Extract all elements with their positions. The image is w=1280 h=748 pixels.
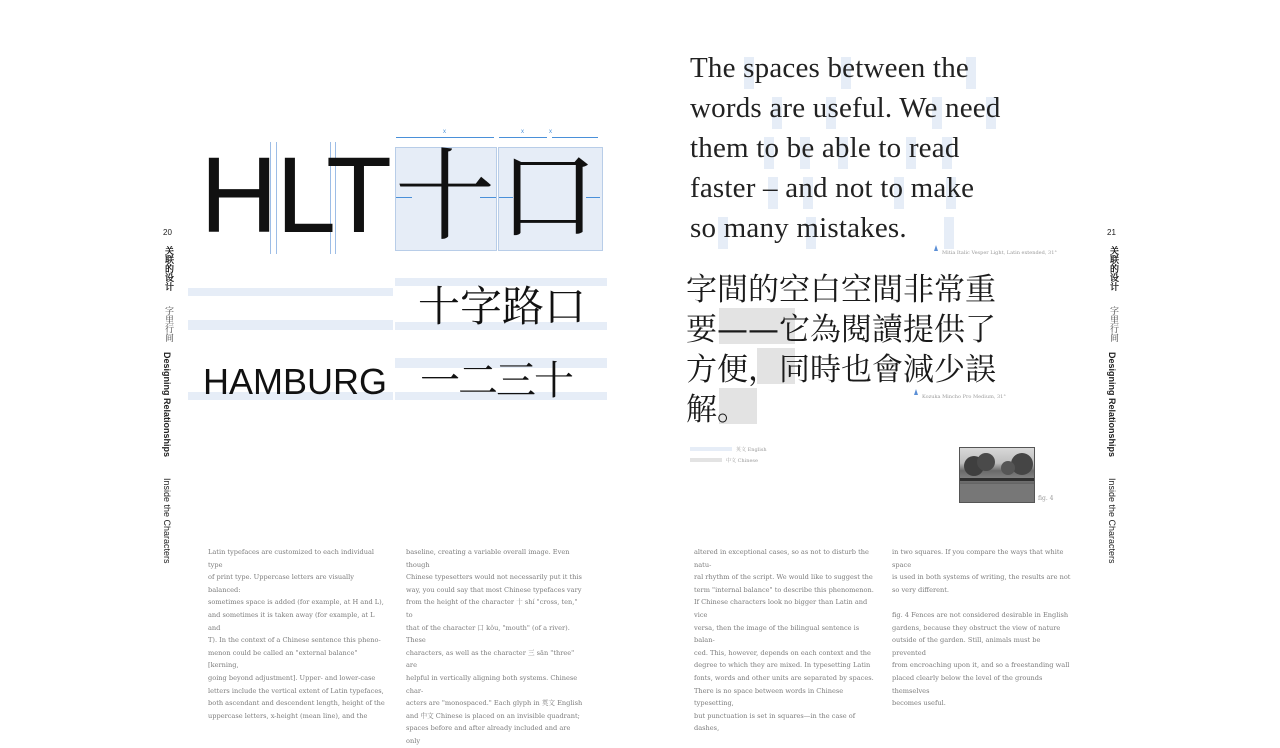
- band-latin-2: [188, 320, 393, 330]
- big-latin-letters: HLT: [200, 134, 391, 255]
- legend-swatch-english: [690, 447, 732, 451]
- dimension-label-1: x: [443, 129, 446, 135]
- dimension-label-3: x: [549, 129, 552, 135]
- body-column-3: altered in exceptional cases, so as not to disturb the natu- ral rhythm of the script. We would like to suggest the term "internal balance" to describe this phenomenon. If Chinese characters look no bigger than Latin and vice versa, then the image of the bilingual sentence is balan- ced. This, however, depends on each context and the degree to which they are mixed. In typesetting Latin fonts, words and other units are separated by spaces. There is no space between words in Chinese typesetting, but punctuation is set in squares—in the case of dashes,: [694, 548, 874, 733]
- body-column-2: baseline, creating a variable overall image. Even though Chinese typesetters would not necessarily put it this way, you could say that most Chinese typefaces vary from the height of the character 十 shí "cross, ten," to that of the character 口 kǒu, "mouth" (of a river). These characters, as well as the character 三 sān "three" are helpful in vertically aligning both systems. Chinese char- acters are "monospaced." Each glyph in 英文 English and 中文 Chinese is placed on an invisible quadrant; spaces before and after already included and are only: [406, 548, 583, 745]
- garden-photo: [959, 447, 1035, 503]
- chinese-paragraph-line-2: 要——它為閱讀提供了: [686, 312, 996, 348]
- quote-line-3: them to be able to read: [690, 132, 960, 164]
- legend-label-english: 英文 English: [736, 447, 767, 453]
- hamburg-word: HAMBURG: [203, 361, 388, 402]
- chinese-paragraph-line-4: 解。: [686, 392, 748, 428]
- page-number-left: 20: [163, 228, 172, 237]
- quote-line-1: The spaces between the: [690, 52, 969, 84]
- chinese-font-caption: Kozuka Mincho Pro Medium, 31°: [922, 394, 1006, 400]
- side-title-bold-right: Designing Relationships: [1107, 352, 1117, 458]
- legend-label-chinese: 中文 Chinese: [726, 458, 758, 464]
- quote-line-5: so many mistakes.: [690, 212, 907, 244]
- side-chinese-light-right: 字里行间: [1108, 306, 1118, 342]
- side-title-bold-left: Designing Relationships: [162, 352, 172, 458]
- quote-font-caption: Mitia Italic Vesper Light, Latin extended, 31°: [942, 250, 1057, 256]
- big-chinese-characters: 十口: [395, 138, 601, 255]
- side-title-light-right: Inside the Characters: [1107, 478, 1117, 564]
- caption-marker-chinese: [914, 389, 918, 395]
- word-gap: [944, 217, 954, 249]
- side-title-light-left: Inside the Characters: [162, 478, 172, 564]
- chinese-crossroads: 十字路口: [418, 282, 587, 331]
- page-number-right: 21: [1107, 228, 1116, 237]
- side-chinese-bold-left: 关联的设计: [163, 246, 173, 291]
- figure-caption: fig. 4: [1038, 495, 1054, 502]
- quote-line-2: words are useful. We need: [690, 92, 1001, 124]
- body-column-1: Latin typefaces are customized to each individual type of print type. Uppercase letters are visually balanced: sometimes space is added (for example, at H and L), and sometimes it is taken away (for example, at L and T). In the context of a Chinese sentence this pheno- menon could be called an "external balance" [kerning, going beyond adjustment]. Upper- and lower-case letters include the vertical extent of Latin typefaces, both ascendant and descendent length, height of the uppercase letters, x-height (mean line), and the: [208, 548, 385, 720]
- body-column-4: in two squares. If you compare the ways that white space is used in both systems of writing, the results are not so very different. fig. 4 Fences are not considered desirable in English gardens, because they obstruct the view of nature outside of the garden. Still, animals must be prevented from encroaching upon it, and so a freestanding wall placed clearly below the level of the grounds themselves becomes useful.: [892, 548, 1071, 708]
- band-latin-1: [188, 288, 393, 296]
- dimension-label-2: x: [521, 129, 524, 135]
- side-chinese-light-left: 字里行间: [163, 306, 173, 342]
- chinese-numbers: 一二三十: [420, 358, 572, 404]
- side-chinese-bold-right: 关联的设计: [1108, 246, 1118, 291]
- legend-swatch-chinese: [690, 458, 722, 462]
- quote-line-4: faster – and not to make: [690, 172, 975, 204]
- caption-marker-quote: [934, 245, 938, 251]
- chinese-paragraph-line-1: 字間的空白空間非常重: [686, 272, 996, 308]
- chinese-paragraph-line-3: 方便，同時也會減少誤: [686, 352, 996, 388]
